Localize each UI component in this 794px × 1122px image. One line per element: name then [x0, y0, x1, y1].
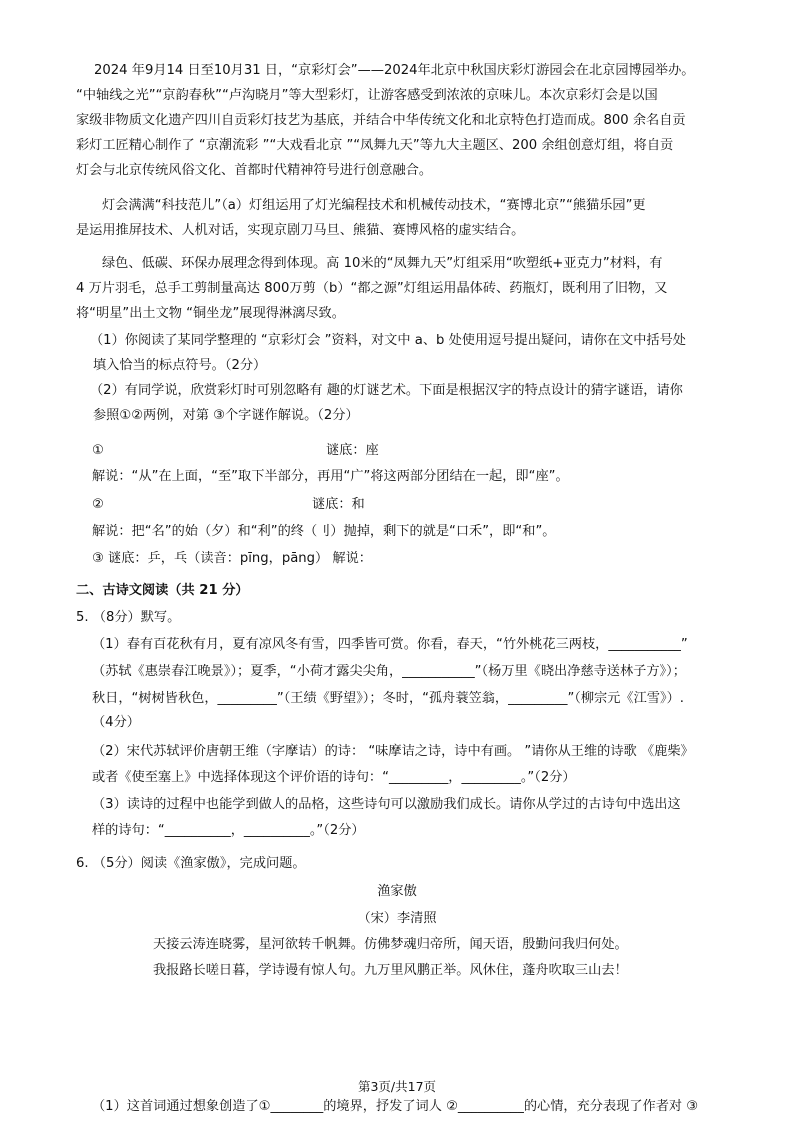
q4-sub1-line-2: 填入恰当的标点符号。（2分）	[93, 358, 267, 373]
passage-p3-line-2: 4 万片羽毛，总手工剪制量高达 800万剪（b）“都之源”灯组运用晶体砖、药瓶灯，既利用了旧物，又	[76, 281, 668, 296]
passage-p1-line-4: 彩灯工匠精心制作了 “京潮流彩 ”“大戏看北京 ”“凤舞九天”等九大主题区、200 余组创意灯组，将自贡	[76, 138, 674, 153]
passage-p2-line-1: 灯会满满“科技范儿”（a）灯组运用了灯光编程技术和机械传动技术，“赛博北京”“熊猫乐园”更	[102, 198, 646, 213]
q5-sub1-line-1: （1）春有百花秋有月，夏有凉风冬有雪，四季皆可赏。你看，春天，“竹外桃花三两枝，___________”	[92, 637, 688, 652]
poem-line-1: 天接云涛连晓雾，星河欲转千帆舞。仿佛梦魂归帝所，闻天语，殷勤问我归何处。	[153, 937, 628, 952]
riddle-1-explanation: 解说：“从”在上面，“至”取下半部分，再用“广”将这两部分团结在一起，即“座”。	[92, 469, 569, 484]
riddle-2-number: ②	[92, 497, 104, 512]
passage-p3-line-3: 将“明星”出土文物 “铜坐龙”展现得淋漓尽致。	[76, 306, 345, 321]
passage-p1-line-5: 灯会与北京传统风俗文化、首都时代精神符号进行创意融合。	[76, 163, 433, 178]
poem-title: 渔家傲	[377, 884, 417, 899]
riddle-2-answer: 谜底：和	[312, 497, 365, 512]
q5-sub2-line-2: 或者《使至塞上》中选择体现这个评价语的诗句：“_________，_________。”（2分）	[92, 770, 576, 785]
q6-title: 6. （5分）阅读《渔家傲》，完成问题。	[76, 856, 306, 871]
passage-p1-line-3: 家级非物质文化遗产四川自贡彩灯技艺为基底，并结合中华传统文化和北京特色打造而成。800 余名自贡	[76, 113, 686, 128]
riddle-2-explanation: 解说：把“名”的始（夕）和“利”的终（刂）抛掉，剩下的就是“口禾”，即“和”。	[92, 524, 556, 539]
passage-p1-line-1: 2024 年9月14 日至10月31 日，“京彩灯会”——2024年北京中秋国庆彩灯游园会在北京园博园举办。	[94, 63, 695, 78]
q4-sub2-line-1: （2）有同学说，欣赏彩灯时可别忽略有 趣的灯谜艺术。下面是根据汉字的特点设计的猜字谜语，请你	[90, 383, 683, 398]
riddle-3: ③ 谜底：乒，乓（读音：pīng，pāng） 解说：	[92, 551, 372, 566]
section-2-heading: 二、古诗文阅读（共 21 分）	[76, 583, 249, 598]
passage-p2-line-2: 是运用推屏技术、人机对话，实现京剧刀马旦、熊猫、赛博风格的虚实结合。	[76, 223, 525, 238]
riddle-1-answer: 谜底：座	[326, 443, 379, 458]
riddle-1-number: ①	[92, 443, 104, 458]
q5-sub1-line-2: （苏轼《惠崇春江晚景》）；夏季，“小荷才露尖尖角，___________”（杨万里《晓出净慈寺送林子方》）；	[92, 664, 686, 679]
q4-sub1-line-1: （1）你阅读了某同学整理的 “京彩灯会 ”资料，对文中 a、b 处使用逗号提出疑问，请你在文中括号处	[90, 333, 686, 348]
page-number: 第3页/共17页	[357, 1079, 437, 1094]
q5-sub2-line-1: （2）宋代苏轼评价唐朝王维（字摩诘）的诗： “味摩诘之诗，诗中有画。 ”请你从王维的诗歌 《鹿柴》	[92, 744, 694, 759]
passage-p3-line-1: 绿色、低碳、环保办展理念得到体现。高 10米的“凤舞九天”灯组采用“吹塑纸+亚克力”材料，有	[102, 256, 663, 271]
q4-sub2-line-2: 参照①②两例，对第 ③个字谜作解说。（2分）	[93, 408, 359, 423]
q5-sub1-line-3: 秋日，“树树皆秋色，_________”（王绩《野望》）；冬时，“孤舟蓑笠翁，_________”（柳宗元《江雪》）.	[92, 691, 684, 706]
passage-p1-line-2: “中轴线之光”“京韵春秋”“卢沟晓月”等大型彩灯，让游客感受到浓浓的京味儿。本次京彩灯会是以国	[76, 88, 658, 103]
q5-sub3-line-1: （3）读诗的过程中也能学到做人的品格，这些诗句可以激励我们成长。请你从学过的古诗句中选出这	[92, 797, 681, 812]
poem-line-2: 我报路长嗟日暮，学诗谩有惊人句。九万里风鹏正举。风休住，蓬舟吹取三山去！	[153, 963, 628, 978]
q5-title: 5. （8分）默写。	[76, 610, 181, 625]
q5-sub1-line-4: （4分）	[92, 715, 140, 730]
q5-sub3-line-2: 样的诗句：“__________，__________。”（2分）	[92, 823, 365, 838]
q6-sub1: （1）这首词通过想象创造了①________的境界，抒发了词人 ②__________的心情，充分表现了作者对 ③	[92, 1099, 699, 1114]
poem-author: （宋）李清照	[357, 911, 437, 926]
